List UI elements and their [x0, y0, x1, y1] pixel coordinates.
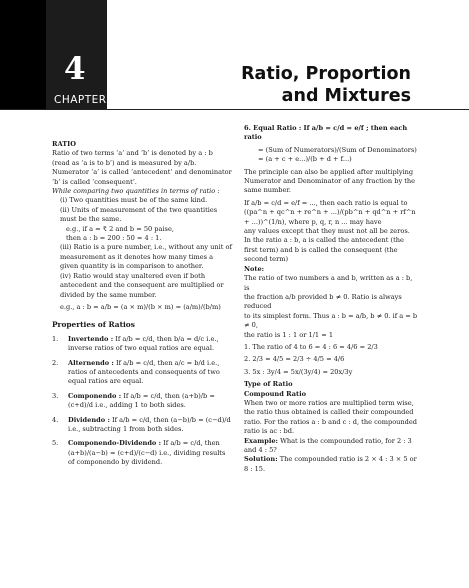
solution-line: Solution: The compounded ratio is 2 × 4 : 3 × 5 or 8 : 15.: [244, 455, 417, 473]
chapter-label: CHAPTER: [54, 94, 107, 106]
general-ratio-condition: any values except that they must not all be zeros.: [244, 227, 410, 236]
rule-2: (ii) Units of measurement of the two quantities must be the same.: [60, 205, 218, 224]
antecedent-definition: Numerator ‘a’ is called ‘antecedent’ and denominator ‘b’ is called ‘consequent’.: [52, 168, 232, 186]
comparison-intro: While comparing two quantities in terms of ratio :: [52, 187, 220, 196]
property-item: 1. Invertendo : If a/b = c/d, then b/a = d/c i.e., inverse ratios of two equal ratios are equal.: [52, 334, 219, 353]
section-heading-properties: Properties of Ratios: [52, 320, 135, 330]
right-column: [244, 124, 418, 474]
note-line: to its simplest form. Thus a : b = a/b, b ≠ 0. if a = b ≠ 0,: [244, 311, 418, 330]
header-rule: [0, 109, 469, 110]
rule-3: (iii) Ratio is a pure number, i.e., without any unit of measurement as it denotes how many times a given quantity is in comparison to another.: [60, 243, 232, 271]
chapter-block: [0, 0, 107, 109]
general-ratio-intro: If a/b = c/d = e/f = ..., then each ratio is equal to: [244, 198, 408, 207]
rule-4: (iv) Ratio would stay unaltered even if both antecedent and the consequent are multiplied or divided by the same number.: [60, 271, 224, 299]
compound-ratio-text: When two or more ratios are multiplied term wise, the ratio thus obtained is called their compounded ratio. For the ratios a : b and c : d, the compounded ratio is ac : bd.: [244, 398, 418, 436]
ratio-example-1: 1. The ratio of 4 to 6 = 4 : 6 = 4/6 = 2/3: [244, 342, 378, 351]
note-line: the ratio is 1 : 1 or 1/1 = 1: [244, 330, 334, 339]
example-line: Example: What is the compounded ratio, for 2 : 3 and 4 : 5?: [244, 436, 412, 454]
section-heading-ratio: RATIO: [52, 140, 76, 148]
property-item: 5. Componendo-Dividendo : If a/b = c/d, then (a+b)/(a−b) = (c+d)/(c−d) i.e., dividing results of componendo by dividend.: [52, 439, 226, 467]
chapter-number: 4: [64, 51, 86, 87]
rule-1: (i) Two quantities must be of the same kind.: [60, 196, 208, 205]
equal-ratio-heading: 6. Equal Ratio : If a/b = c/d = e/f ; then each ratio: [244, 124, 408, 142]
chapter-title: Ratio, Proportion and Mixtures: [241, 64, 411, 106]
property-item: 4. Dividendo : If a/b = c/d, then (a−b)/b = (c−d)/d i.e., subtracting 1 from both sides.: [52, 415, 231, 433]
equal-ratio-formula: = (Sum of Numerators)/(Sum of Denominators) = (a + c + e...)/(b + d + f...): [258, 145, 417, 164]
note-heading: Note:: [244, 264, 265, 273]
note-line: The ratio of two numbers a and b, written as a : b, is: [244, 274, 413, 292]
property-item: 2. Alternendo : If a/b = c/d, then a/c = b/d i.e., ratios of antecedents and consequents of two equal ratios are equal.: [52, 358, 220, 386]
antecedent-consequent-text: In the ratio a : b, a is called the antecedent (the first term) and b is called the consequent (the second term): [244, 236, 404, 264]
ratio-definition: Ratio of two terms ‘a’ and ‘b’ is denoted by a : b (read as ‘a is to b’) and is measured by a/b.: [52, 149, 213, 167]
left-column: [52, 140, 232, 468]
ratio-example: e.g., a : b = a/b = (a × m)/(b × m) = (a/m)/(b/m): [60, 302, 221, 311]
principle-text: The principle can also be applied after multiplying Numerator and Denominator of any fraction by the same number.: [244, 167, 416, 195]
general-ratio-formula: ((pa^n + qc^n + re^n + ...)/(pb^n + qd^n + rf^n + ...))^(1/n), where p, q, r, n ... may have: [244, 208, 416, 226]
property-item: 3. Componendo : If a/b = c/d, then (a+b)/b = (c+d)/d i.e., adding 1 to both sides.: [52, 391, 215, 410]
ratio-example-2: 2. 2/3 = 4/5 = 2/3 ÷ 4/5 = 4/6: [244, 355, 345, 364]
rule-2-example-a: e.g., if a = ₹ 2 and b = 50 paise,: [66, 224, 174, 233]
rule-2-example-b: then a : b = 200 : 50 = 4 : 1.: [66, 234, 162, 243]
ratio-example-3: 3. 5x : 3y/4 = 5x/(3y/4) = 20x/3y: [244, 367, 353, 376]
note-line: the fraction a/b provided b ≠ 0. Ratio is always reduced: [244, 292, 402, 311]
compound-ratio-heading: Compound Ratio: [244, 389, 306, 398]
type-of-ratio-heading: Type of Ratio: [244, 380, 293, 389]
